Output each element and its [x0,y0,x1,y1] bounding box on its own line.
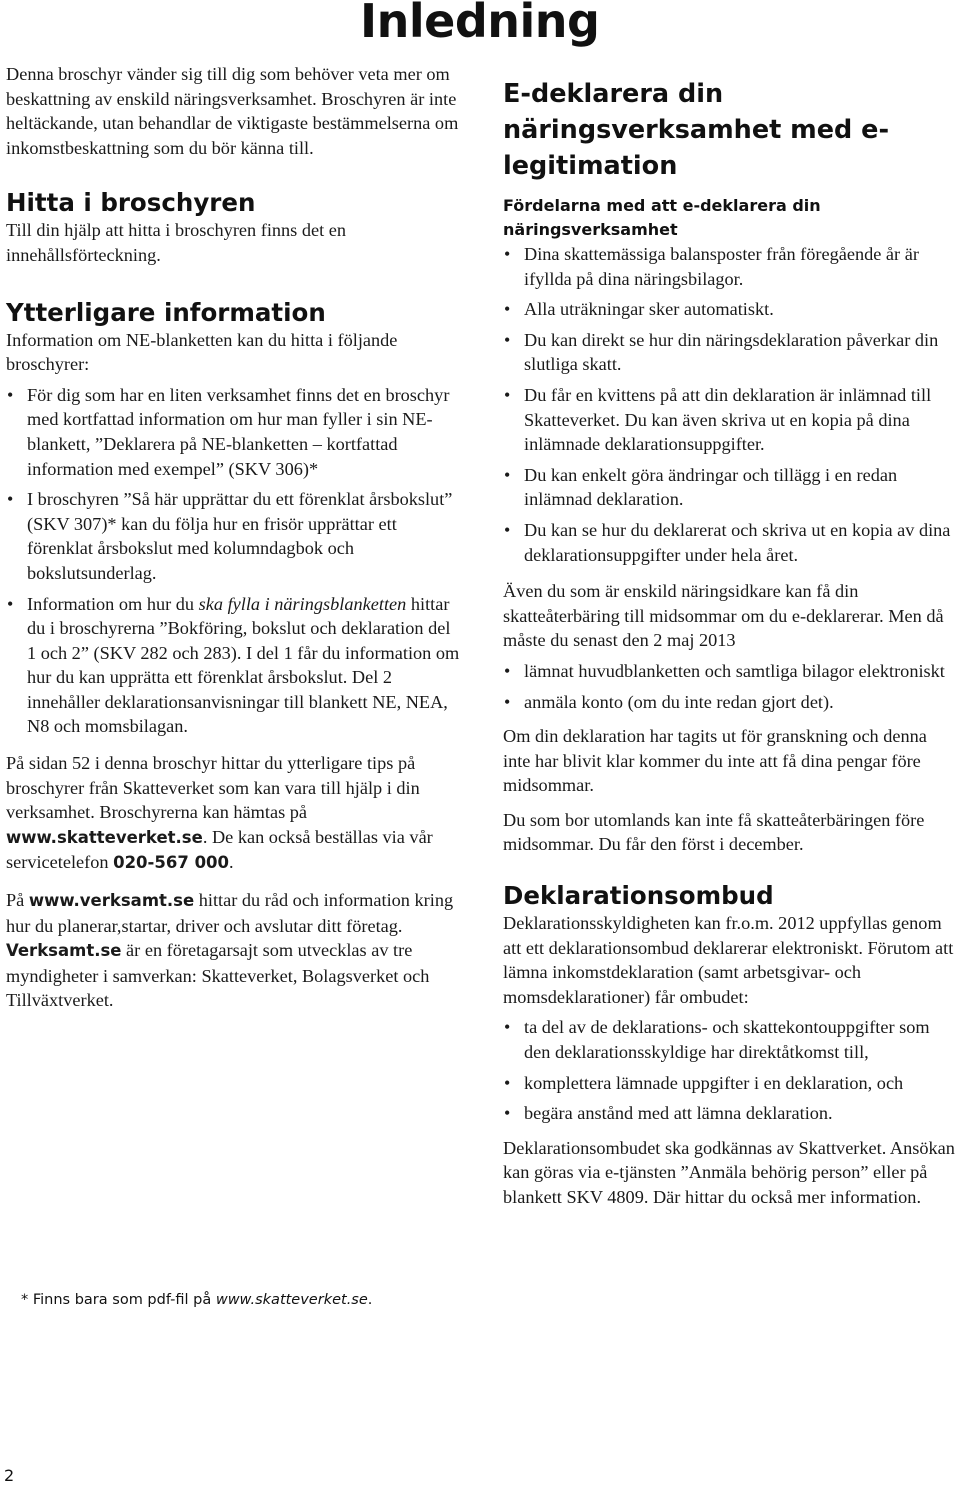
list-item: • komplettera lämnade uppgifter i en deklaration, och [503,1071,958,1096]
verksamt-text: är en företagarsajt som utvecklas av tre myndigheter i samverkan: Skatteverket, Bolagsverket och Tillväxtverket. [6,940,430,1011]
ombud-list [503,1015,958,1125]
tips-text: . [229,852,234,873]
list-item [6,487,461,585]
list-item: • lämnat huvudblanketten och samtliga bilagor elektroniskt [503,659,958,684]
utomlands-paragraph: Du som bor utomlands kan inte få skatteåterbäringen före midsommar. Du får den först i december. [503,809,925,855]
left-column [6,62,461,1013]
aterbaring-paragraph: Även du som är enskild näringsidkare kan få din skatteåterbäring till midsommar om du e-deklarerar. Men då måste du senast den 2 maj 2013 [503,581,944,651]
list-item: • Dina skattemässiga balansposter från föregående år är ifyllda på dina näringsbilagor. [503,242,958,291]
ombud-heading: Deklarationsombud [503,881,774,911]
ytterligare-heading: Ytterligare information [6,297,326,327]
bullet-text: I broschyren ”Så här upprättar du ett förenklat årsbokslut” (SKV 307)* kan du följa hur en frisör upprättar ett förenklat årsbokslut med kolumndagbok och bokslutsunderlag. [27,489,453,583]
brochure-list [6,383,461,739]
list-item: • Alla uträkningar sker automatiskt. [503,297,958,322]
tips-paragraph [6,751,461,876]
service-phone: 020-567 000 [113,853,230,873]
verksamt-link[interactable]: www.verksamt.se [28,891,195,911]
verksamt-paragraph [6,888,461,1013]
list-item: • Du kan enkelt göra ändringar och tillägg i en redan inlämnad deklaration. [503,463,958,512]
granskning-paragraph: Om din deklaration har tagits ut för granskning och denna inte har blivit klar kommer du inte att få dina pengar före midsommar. [503,726,927,796]
list-item: • Du kan se hur du deklarerat och skriva ut en kopia av dina deklarationsuppgifter under hela året. [503,518,958,567]
verksamt-text: På [6,890,29,911]
footnote-link[interactable]: www.skatteverket.se [215,1292,368,1308]
hitta-paragraph: Till din hjälp att hitta i broschyren finns det en innehållsförteckning. [6,220,347,265]
verksamt-text: hittar du råd och information kring hur du planerar,startar, driver och avslutar ditt företag. [6,890,454,936]
footnote-text: * Finns bara som pdf-fil på [21,1292,216,1308]
page-number: 2 [4,1466,15,1485]
intro-paragraph: Denna broschyr vänder sig till dig som behöver veta mer om beskattning av enskild näringsverksamhet. Broschyren är inte heltäckande, utan behandlar de viktigaste bestämmelserna om inkomstbeskattning som du bör känna till. [6,64,459,158]
right-column [503,76,958,1210]
list-item [6,592,461,740]
fordelar-list [503,242,958,567]
ombud-paragraph: Deklarationsskyldigheten kan fr.o.m. 2012 uppfyllas genom att ett deklarationsombud deklarerar elektroniskt. Förutom att lämna inkomstdeklaration (samt arbetsgivar- och momsdeklarationer) får ombudet: [503,913,954,1007]
bullet-text: För dig som har en liten verksamhet finns det en broschyr med kortfattad information om hur man fyller i sin NE-blankett, ”Deklarera på NE-blanketten – kortfattad information med exempel” (SKV 306)* [27,384,450,479]
bullet-text: hittar du i broschyrerna ”Bokföring, bokslut och deklaration del 1 och 2” (SKV 282 och 283). I del 1 får du information om hur du kan upprätta ett förenklat årsbokslut. Del 2 innehåller deklarationsanvisningar till blankett NE, NEA, N8 och momsbilagan. [27,593,460,737]
bullet-italic-text: ska fylla i näringsblanketten [198,593,407,614]
list-item: • ta del av de deklarations- och skattekontouppgifter som den deklarationsskyldige har direktåtkomst till, [503,1015,958,1064]
footnote-text: . [367,1292,373,1308]
list-item [6,383,461,481]
aterbaring-list [503,659,958,714]
edeklarera-heading: E-deklarera din näringsverksamhet med e-legitimation [503,79,890,181]
list-item: • Du får en kvittens på att din deklaration är inlämnad till Skatteverket. Du kan även skriva ut en kopia på dina inlämnade deklarationsuppgifter. [503,383,958,457]
ytterligare-intro: Information om NE-blanketten kan du hitta i följande broschyrer: [6,329,398,375]
skatteverket-link[interactable]: www.skatteverket.se [6,827,203,847]
list-item: • begära anstånd med att lämna deklaration. [503,1101,958,1126]
ombud-final-paragraph: Deklarationsombudet ska godkännas av Skattverket. Ansökan kan göras via e-tjänsten ”Anmäla behörig person” eller på blankett SKV 4809. Där hittar du också mer information. [503,1137,955,1207]
tips-text: På sidan 52 i denna broschyr hittar du ytterligare tips på broschyrer från Skatteverket som kan vara till hjälp i din verksamhet. Broschyrerna kan hämtas på [6,753,420,823]
list-item: • anmäla konto (om du inte redan gjort det). [503,690,958,715]
page-title: Inledning [360,0,600,48]
footnote [21,1292,372,1308]
bullet-text: Information om hur du [27,593,199,614]
hitta-heading: Hitta i broschyren [6,188,256,218]
tips-text: . De kan också beställas via vår servicetelefon [6,826,433,873]
verksamt-name: Verksamt.se [6,941,122,961]
list-item: • Du kan direkt se hur din näringsdeklaration påverkar din slutliga skatt. [503,328,958,377]
fordelar-heading: Fördelarna med att e-deklarera din näringsverksamhet [503,196,821,239]
